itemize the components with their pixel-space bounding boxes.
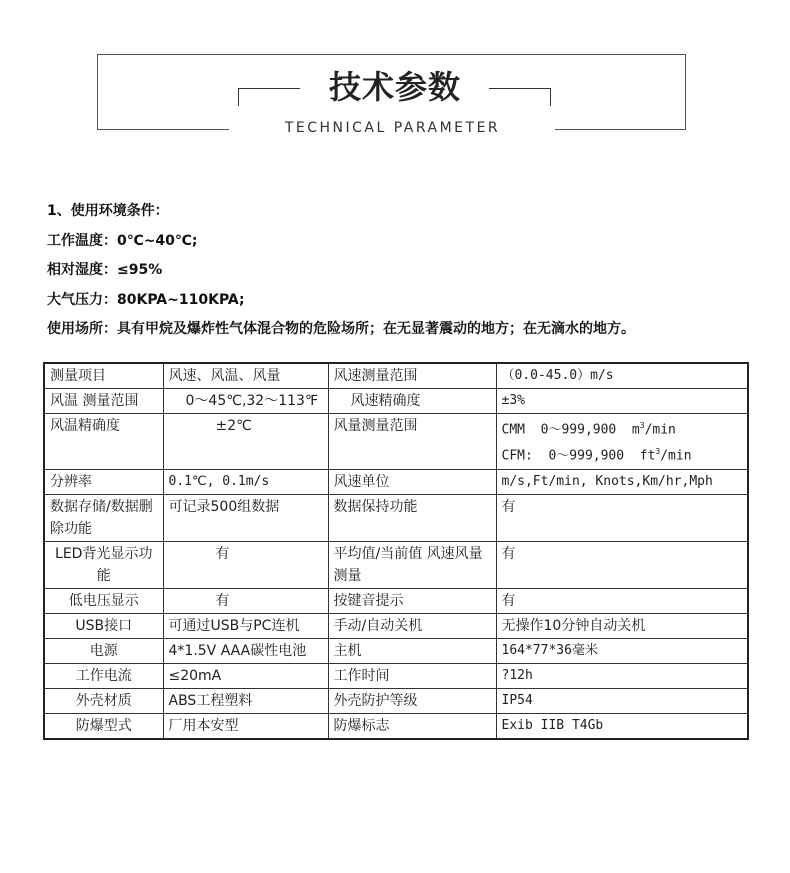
- cmm-unit: m: [631, 422, 640, 438]
- usage-location: 使用场所：具有甲烷及爆炸性气体混合物的危险场所；在无显著震动的地方；在无滴水的地方。: [47, 321, 635, 337]
- table-cell: ABS工程塑料: [163, 688, 328, 713]
- cfm-per: /min: [660, 448, 692, 464]
- table-cell: 0～45℃,32～113℉: [163, 389, 328, 414]
- environment-conditions: [47, 197, 635, 345]
- table-row: [44, 638, 748, 663]
- working-temperature: 工作温度：0℃~40℃;: [47, 232, 198, 249]
- atmospheric-pressure: 大气压力：80KPA~110KPA;: [47, 291, 245, 308]
- table-cell: 有: [163, 588, 328, 613]
- table-cell: 按键音提示: [328, 588, 496, 613]
- table-row: [44, 389, 748, 414]
- table-cell: 无操作10分钟自动关机: [496, 613, 748, 638]
- table-row: [44, 713, 748, 739]
- airflow-range-cell: [496, 414, 748, 470]
- table-cell: 风速、风温、风量: [163, 363, 328, 389]
- table-cell: 风量测量范围: [328, 414, 496, 470]
- table-cell: 分辨率: [44, 469, 163, 494]
- table-cell: 平均值/当前值 风速风量测量: [328, 541, 496, 588]
- parameter-table: [43, 362, 749, 740]
- table-cell: 外壳材质: [44, 688, 163, 713]
- relative-humidity: 相对湿度：≤95%: [47, 262, 163, 278]
- table-cell: 164*77*36毫米: [496, 638, 748, 663]
- table-cell: 测量项目: [44, 363, 163, 389]
- table-cell: 风温 测量范围: [44, 389, 163, 414]
- page-subtitle: TECHNICAL PARAMETER: [284, 120, 501, 136]
- cfm-label: CFM:: [501, 448, 533, 464]
- table-cell: 有: [163, 541, 328, 588]
- table-row: [44, 588, 748, 613]
- cfm-unit: ft: [639, 448, 656, 464]
- table-cell: 防爆标志: [328, 713, 496, 739]
- table-cell: 厂用本安型: [163, 713, 328, 739]
- table-cell: 风速精确度: [328, 389, 496, 414]
- table-cell: USB接口: [44, 613, 163, 638]
- table-cell: 主机: [328, 638, 496, 663]
- table-cell: Exib IIB T4Gb: [496, 713, 748, 739]
- table-row: [44, 494, 748, 541]
- table-cell: 外壳防护等级: [328, 688, 496, 713]
- table-row: [44, 663, 748, 688]
- table-cell: 风温精确度: [44, 414, 163, 470]
- table-cell: 可记录500组数据: [163, 494, 328, 541]
- cfm-value: 0～999,900: [548, 448, 625, 464]
- table-cell: ±2℃: [163, 414, 328, 470]
- cmm-per: /min: [644, 422, 676, 438]
- table-cell: m/s,Ft/min, Knots,Km/hr,Mph: [496, 469, 748, 494]
- cmm-value: 0～999,900: [540, 422, 617, 438]
- table-cell: IP54: [496, 688, 748, 713]
- table-cell: 手动/自动关机: [328, 613, 496, 638]
- table-cell: 电源: [44, 638, 163, 663]
- table-cell: 可通过USB与PC连机: [163, 613, 328, 638]
- cmm-label: CMM: [501, 422, 525, 438]
- table-cell: （0.0-45.0）m/s: [496, 363, 748, 389]
- table-cell: LED背光显示功能: [44, 541, 163, 588]
- cfm-line: [502, 441, 743, 467]
- table-cell: 数据保持功能: [328, 494, 496, 541]
- table-row: [44, 414, 748, 470]
- table-cell: 有: [496, 494, 748, 541]
- table-cell: 低电压显示: [44, 588, 163, 613]
- table-cell: ≤20mA: [163, 663, 328, 688]
- conditions-heading: 1、使用环境条件：: [47, 203, 169, 219]
- table-cell: 防爆型式: [44, 713, 163, 739]
- cmm-line: [502, 415, 743, 441]
- table-cell: 数据存储/数据删除功能: [44, 494, 163, 541]
- table-row: [44, 541, 748, 588]
- table-cell: ±3%: [496, 389, 748, 414]
- header-frame-bottom-left: [97, 129, 229, 130]
- table-row: [44, 688, 748, 713]
- table-cell: 4*1.5V AAA碳性电池: [163, 638, 328, 663]
- table-cell: 风速单位: [328, 469, 496, 494]
- cfm-exponent: 3: [655, 447, 661, 457]
- table-row: [44, 363, 748, 389]
- cmm-exponent: 3: [639, 421, 645, 430]
- table-cell: 工作电流: [44, 663, 163, 688]
- table-cell: 风速测量范围: [328, 363, 496, 389]
- table-cell: 有: [496, 588, 748, 613]
- table-row: [44, 469, 748, 494]
- table-cell: ?12h: [496, 663, 748, 688]
- header-frame-bottom-right: [555, 129, 686, 130]
- table-cell: 0.1℃, 0.1m/s: [163, 469, 328, 494]
- page-title: 技术参数: [328, 68, 461, 106]
- table-row: [44, 613, 748, 638]
- table-cell: 工作时间: [328, 663, 496, 688]
- table-cell: 有: [496, 541, 748, 588]
